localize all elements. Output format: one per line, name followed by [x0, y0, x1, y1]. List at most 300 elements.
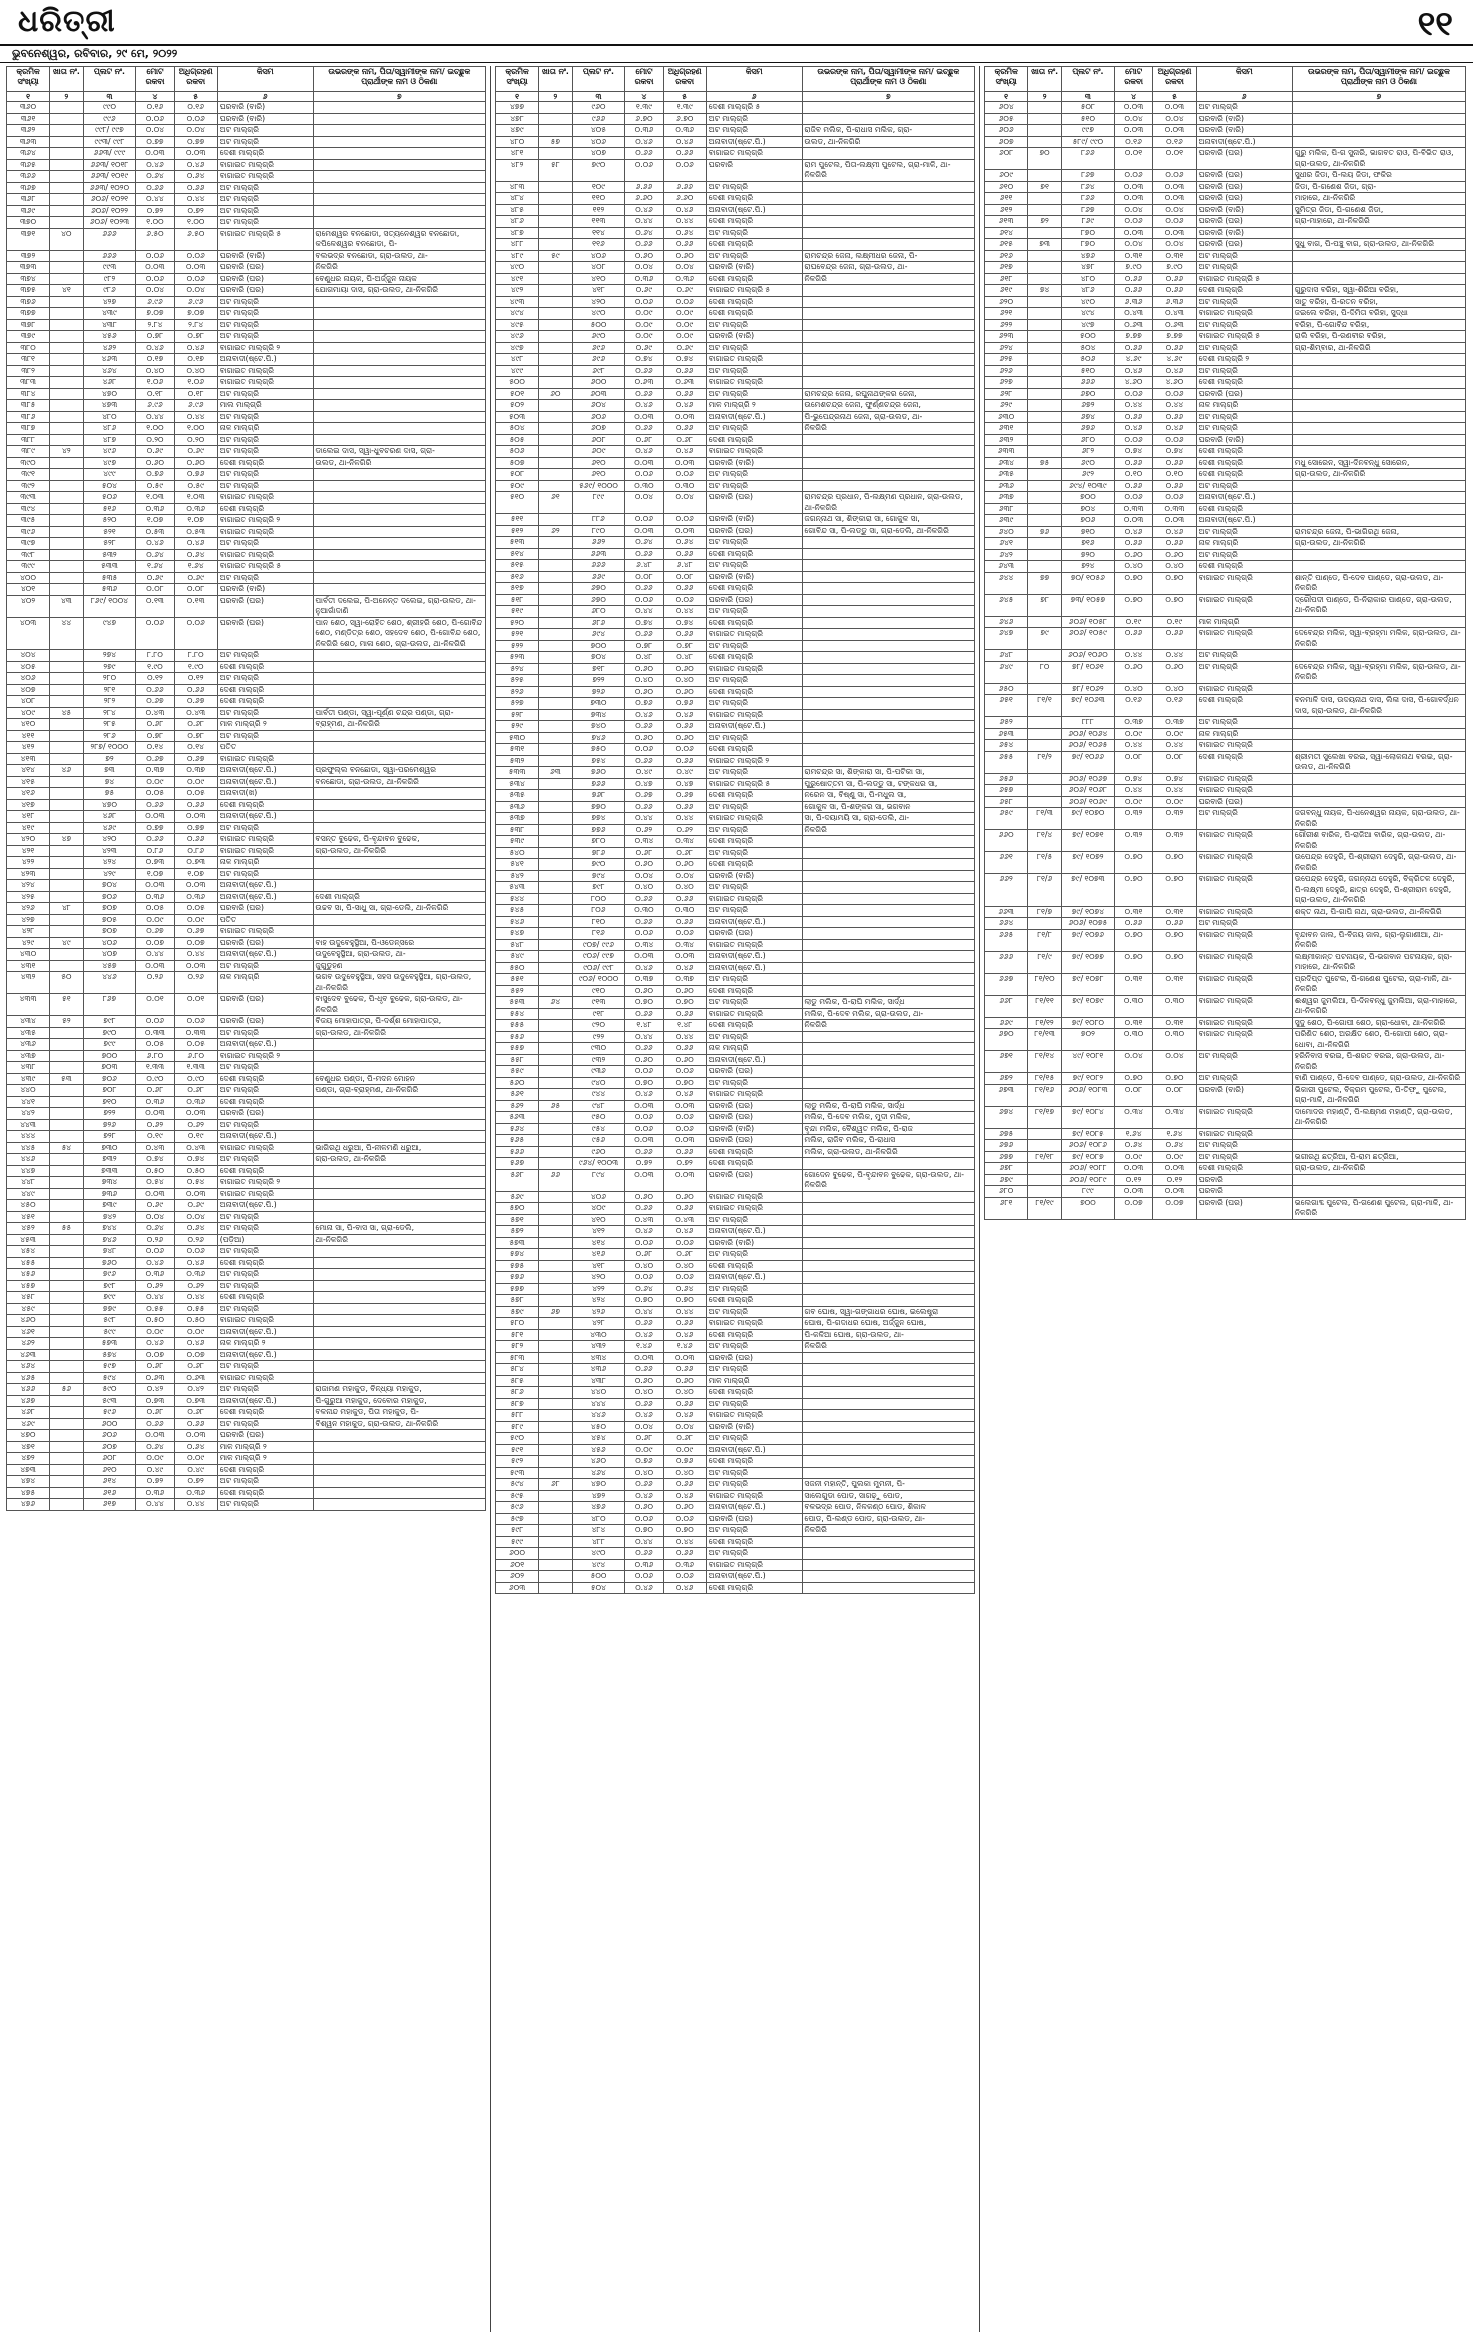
serial-cell: ୩୯୧ — [7, 469, 50, 481]
kisam-cell: ଅଟ ମାଲ୍‌ଗ୍ରି — [217, 1361, 313, 1373]
acquired-area-cell: ୭.୭୭ — [1153, 331, 1196, 343]
acquired-area-cell: ୦.୪୩ — [663, 1214, 706, 1226]
owner-cell — [1292, 683, 1465, 695]
owner-cell — [313, 1487, 485, 1499]
acquired-area-cell: ୦.୪୦ — [663, 1387, 706, 1399]
serial-cell: ୪୨୯ — [7, 937, 50, 949]
serial-cell: ୩୮୭ — [7, 423, 50, 435]
table-row — [7, 1165, 486, 1177]
table-row — [985, 1106, 1466, 1128]
kisam-cell: ଦେଶୀ ମାଲ୍‌ଗ୍ରି — [706, 296, 802, 308]
plot-cell: ୯୨୨ — [572, 1031, 625, 1043]
acquired-area-cell: ୦.୪୪ — [174, 194, 217, 206]
kisam-cell: ଅନାବାଦୀ(ଷ୍ଟେ.ପି.) — [706, 1272, 802, 1284]
total-area-cell: ୦.୪୦ — [1114, 683, 1152, 695]
table-row — [496, 1559, 975, 1571]
owner-cell — [802, 537, 974, 549]
owner-cell — [1292, 446, 1465, 458]
khata-cell — [1028, 446, 1062, 458]
table-row — [496, 997, 975, 1009]
khata-cell — [50, 388, 84, 400]
kisam-cell: ଅଟ ମାଲ୍‌ଗ୍ରି — [706, 905, 802, 917]
serial-cell: ୩୯୩ — [7, 492, 50, 504]
total-area-cell: ୦.୫୦ — [136, 1165, 174, 1177]
kisam-cell: ବାଗାଇତ ମାଲ୍‌ଗ୍ରି — [706, 1410, 802, 1422]
plot-cell: ୭୦୨ — [1061, 1029, 1114, 1051]
table-row — [496, 377, 975, 389]
owner-cell: ଗୁରୁ ମଲିକ, ପି-ଗ ସୁନାରି, ଭାଗବତ ରାଓ, ପି-ବିଭିତ ରାଓ, ଗ୍ରା-ଉଲଡ, ଥା-ନିଳଗିରି — [1292, 148, 1465, 170]
plot-cell: ୬୬୩/ ୧୦୧୮ — [83, 159, 136, 171]
owner-cell — [1292, 1186, 1465, 1198]
khata-cell — [50, 1441, 84, 1453]
total-area-cell: ୦.୦୩ — [136, 960, 174, 972]
table-row — [496, 1169, 975, 1191]
acquired-area-cell: ୦.୦୪ — [1153, 239, 1196, 251]
khata-cell — [50, 515, 84, 527]
acquired-area-cell: ୦.୬୬ — [663, 1548, 706, 1560]
total-area-cell: ୦.୦୬ — [625, 296, 663, 308]
total-area-cell: ୧.୦୦ — [136, 423, 174, 435]
serial-cell: ୫୩୧ — [496, 744, 539, 756]
owner-cell: ଲାଡୁ ମଲିକ, ପି-ରାଘି ମଲିକ, ସାର୍ଦ୍ଧ — [802, 1100, 974, 1112]
serial-cell: ୬୫୯ — [985, 808, 1028, 830]
kisam-cell: ଅନାବାଦୀ(ଷ୍ଟେ.ପି.) — [706, 962, 802, 974]
acquired-area-cell: ୦.୫୫ — [174, 1303, 217, 1315]
serial-cell: ୬୬୯ — [985, 1017, 1028, 1029]
table-row — [7, 1223, 486, 1235]
serial-cell: ୬୮୧ — [985, 1197, 1028, 1219]
plot-cell: ୪୨୯ — [83, 868, 136, 880]
table-row — [7, 1407, 486, 1419]
serial-cell: ୩୯୦ — [7, 457, 50, 469]
column-number: ୬ — [706, 92, 802, 102]
owner-cell — [313, 159, 485, 171]
total-area-cell: ୦.୭୪ — [625, 617, 663, 629]
owner-cell: ଦେବେନ୍ଦ୍ର ମଲିକ, ସ୍ୱା-ବ୍ରହ୍ମା ମଲିକ, ଗ୍ରା-ଉଲଡ, ଥା-ନିଳଗିରି — [1292, 661, 1465, 683]
acquired-area-cell: ୦.୨୦ — [174, 434, 217, 446]
table-row — [7, 1430, 486, 1442]
column-divider — [979, 66, 980, 2332]
land-record-table — [495, 66, 975, 1594]
kisam-cell: ଦେଶୀ ମାଲ୍‌ଗ୍ରି — [706, 239, 802, 251]
kisam-cell: ଅଟ ମାଲ୍‌ଗ୍ରି — [1196, 526, 1292, 538]
table-row — [7, 972, 486, 994]
plot-cell: ୬୮୦ — [1061, 434, 1114, 446]
kisam-cell: ଦେଶୀ ମାଲ୍‌ଗ୍ରି — [1196, 1163, 1292, 1175]
acquired-area-cell: ୦.୦୬ — [174, 250, 217, 262]
khata-cell — [539, 1008, 573, 1020]
serial-cell: ୪୫୧ — [7, 1211, 50, 1223]
owner-cell — [313, 742, 485, 754]
owner-cell: ବ୍ରାହ୍ମଣ, ଥା-ନିଳଗିରି — [313, 719, 485, 731]
plot-cell: ୪୨୪ — [83, 857, 136, 869]
acquired-area-cell: ୦.୭୬ — [663, 1456, 706, 1468]
total-area-cell: ୦.୦୫ — [136, 1039, 174, 1051]
kisam-cell: ଅଟ ମାଲ୍‌ଗ୍ରି — [1196, 1073, 1292, 1085]
total-area-cell: ୦.୬୬ — [625, 1318, 663, 1330]
acquired-area-cell: ୦.୦୭ — [174, 1349, 217, 1361]
owner-cell: ଭଲେଗାବ୍ଦ ପୁଟେଲ, ପି-ଗଣେଶ ପୁଟେଲ, ଗ୍ରା-ମାଳି, ଥା-ନିଳଗିରି — [1292, 1197, 1465, 1219]
acquired-area-cell: ୦.୦୪ — [174, 1211, 217, 1223]
table-row — [496, 698, 975, 710]
total-area-cell: ୦.୦୬ — [136, 617, 174, 650]
total-area-cell: ୦.୭୬ — [136, 469, 174, 481]
owner-cell — [802, 1031, 974, 1043]
khata-cell — [539, 148, 573, 160]
owner-cell — [802, 319, 974, 331]
acquired-area-cell: ୦.୦୪ — [663, 492, 706, 514]
acquired-area-cell: ୦.୪୨ — [174, 1384, 217, 1396]
khata-cell — [1028, 1163, 1062, 1175]
khata-cell — [539, 1536, 573, 1548]
acquired-area-cell: ୦.୩୦ — [663, 480, 706, 492]
table-row — [496, 514, 975, 526]
total-area-cell: ୦.୭୦ — [1114, 951, 1152, 973]
plot-cell: ୭୩୩ — [83, 1165, 136, 1177]
owner-cell — [1292, 113, 1465, 125]
acquired-area-cell: ୦.୭୦ — [1153, 874, 1196, 907]
table-row — [7, 1246, 486, 1258]
acquired-area-cell: ୦.୬୬ — [1153, 480, 1196, 492]
plot-cell: ୭୭୦ — [572, 801, 625, 813]
owner-cell — [802, 870, 974, 882]
kisam-cell: ଅଟ ମାଲ୍‌ଗ୍ରି — [706, 1364, 802, 1376]
serial-cell: ୪୪୨ — [7, 1108, 50, 1120]
owner-cell: ଦ୍ରୌପଦୀ ପାଣ୍ଡେ, ପି-ନିରାକାର ପାଣ୍ଡେ, ଗ୍ରା-ଉଲଡ, ଥା-ନିଳଗିରି — [1292, 594, 1465, 616]
khata-cell — [539, 365, 573, 377]
plot-cell: ୪୫୬ — [572, 1444, 625, 1456]
serial-cell: ୬୬୬ — [985, 951, 1028, 973]
serial-cell: ୬୪୬ — [985, 616, 1028, 628]
plot-cell: ୬୦୬/ ୧୦୨୧ — [83, 194, 136, 206]
owner-cell — [1292, 250, 1465, 262]
serial-cell: ୬୭୦ — [985, 1029, 1028, 1051]
acquired-area-cell: ୦.୪୦ — [663, 675, 706, 687]
khata-cell — [1028, 193, 1062, 205]
serial-cell: ୬୧୯ — [985, 285, 1028, 297]
acquired-area-cell: ୦.୬୬ — [663, 548, 706, 560]
owner-cell — [1292, 480, 1465, 492]
serial-cell: ୬୨୮ — [985, 388, 1028, 400]
plot-cell: ୯୬୬ — [572, 113, 625, 125]
acquired-area-cell: ୦.୩୬ — [663, 1559, 706, 1571]
acquired-area-cell: ୦.୩୧ — [1153, 250, 1196, 262]
khata-cell — [539, 514, 573, 526]
owner-cell — [313, 503, 485, 515]
total-area-cell: ୦.୬୬ — [625, 1203, 663, 1215]
serial-cell: ୫୮୦ — [496, 1318, 539, 1330]
plot-cell: ୭୦୩ — [83, 1062, 136, 1074]
total-area-cell: ୬.୬୬ — [625, 181, 663, 193]
plot-cell: ୯୯୮/ ୯୯୭ — [83, 125, 136, 137]
serial-cell: ୫୧୯ — [496, 606, 539, 618]
acquired-area-cell: ୦.୬୮ — [174, 1361, 217, 1373]
owner-cell — [802, 446, 974, 458]
kisam-cell: ଅନାବାଦୀ(ଷ୍ଟେ.ପି.) — [706, 721, 802, 733]
total-area-cell: ୦.୬୬ — [625, 1364, 663, 1376]
owner-cell — [313, 684, 485, 696]
serial-cell: ୬୫୦ — [985, 683, 1028, 695]
table-row — [496, 400, 975, 412]
kisam-cell: ମାଳ ମାଲ୍‌ଗ୍ରି — [706, 1375, 802, 1387]
table-row — [7, 673, 486, 685]
table-row — [985, 695, 1466, 717]
table-row — [7, 1234, 486, 1246]
total-area-cell: ୦.୦୪ — [1114, 113, 1152, 125]
khata-cell — [539, 1375, 573, 1387]
khata-cell: ୫୮ — [539, 159, 573, 181]
khata-cell — [539, 732, 573, 744]
kisam-cell: ଅନାବାଦୀ(ଷ୍ଟେ.ପି.) — [706, 1226, 802, 1238]
serial-cell: ୫୬୭ — [496, 1158, 539, 1170]
kisam-cell: ଅନାବାଦୀ(ଷ୍ଟେ.ପି.) — [217, 765, 313, 777]
kisam-cell: ବାଗାଇତ ମାଲ୍‌ଗ୍ରି — [217, 365, 313, 377]
owner-cell: ଜୁଗୁଡୁହଣ — [313, 960, 485, 972]
serial-cell: ୩୮୮ — [7, 434, 50, 446]
khata-cell — [50, 1464, 84, 1476]
serial-cell: ୫୦୦ — [496, 377, 539, 389]
serial-cell: ୫୭୭ — [496, 1283, 539, 1295]
kisam-cell: ବାଗାଇତ ମାଲ୍‌ଗ୍ରି — [1196, 906, 1292, 918]
plot-cell: ୫୯୮ — [83, 1315, 136, 1327]
serial-cell: ୪୨୮ — [7, 926, 50, 938]
owner-cell: ଗ୍ରା-ଉଲଡ, ଥା-ନିଳଗିରି — [1292, 1163, 1465, 1175]
owner-cell: ଗୌରୀଶ ବାରିକ, ପି-ରାଜିଆ ବାରିକ, ଗ୍ରା-ଉଲଡ, ଥା-ନିଳଗିରି — [1292, 830, 1465, 852]
kisam-cell: ଦେଶୀ ମାଲ୍‌ଗ୍ରି — [1196, 285, 1292, 297]
kisam-cell: ଅଟ ମାଲ୍‌ଗ୍ରି — [217, 125, 313, 137]
owner-cell — [802, 1077, 974, 1089]
khata-cell — [50, 1361, 84, 1373]
owner-cell — [313, 799, 485, 811]
total-area-cell: ୦.୬୬ — [625, 548, 663, 560]
serial-cell: ୩୬୦ — [7, 102, 50, 114]
kisam-cell: ବାଗାଇତ ମାଲ୍‌ଗ୍ରି — [217, 845, 313, 857]
total-area-cell: ୦.୬୦ — [625, 250, 663, 262]
acquired-area-cell: ୦.୪୬ — [1153, 526, 1196, 538]
serial-cell: ୫୮୪ — [496, 1364, 539, 1376]
serial-cell: ୩୬୫ — [7, 159, 50, 171]
kisam-cell: ମାଳ ମାଲ୍‌ଗ୍ରି ୨ — [706, 400, 802, 412]
khata-cell — [50, 572, 84, 584]
kisam-cell: ବାଗାଇତ ମାଲ୍‌ଗ୍ରି — [217, 926, 313, 938]
acquired-area-cell: ୦.୬୦ — [663, 686, 706, 698]
kisam-cell: ଅଟ ମାଲ୍‌ଗ୍ରି — [217, 308, 313, 320]
total-area-cell: ୦.୦୪ — [136, 285, 174, 297]
total-area-cell: ୦.୮୬ — [136, 845, 174, 857]
kisam-cell: ବାଗାଇତ ମାଲ୍‌ଗ୍ରି — [217, 549, 313, 561]
total-area-cell: ୦.୬୬ — [1114, 342, 1152, 354]
acquired-area-cell: ୦.୭୬ — [663, 698, 706, 710]
total-area-cell: ୦.୬୦ — [625, 686, 663, 698]
plot-cell: ୪୯/ ୧୦୮୧ — [1061, 1051, 1114, 1073]
khata-cell: ୭୦ — [1028, 148, 1062, 170]
khata-cell — [50, 673, 84, 685]
owner-cell — [802, 640, 974, 652]
serial-cell: ୩୬୭ — [7, 182, 50, 194]
plot-cell: ୭୯/ ୧୦୭୩ — [1061, 874, 1114, 907]
owner-cell — [313, 423, 485, 435]
column-header: ଅଧିଗ୍ରହଣ ରକବା — [663, 67, 706, 92]
table-row — [496, 1089, 975, 1101]
total-area-cell: ୦.୬୪ — [625, 227, 663, 239]
acquired-area-cell: ୧.୦୦ — [174, 423, 217, 435]
plot-cell: ୫୨୮ — [83, 538, 136, 550]
owner-cell — [802, 204, 974, 216]
plot-cell: ୧୧୪ — [572, 227, 625, 239]
serial-cell: ୫୫୭ — [496, 1043, 539, 1055]
kisam-cell: ଅଟ ମାଲ୍‌ଗ୍ରି — [706, 882, 802, 894]
kisam-cell: ଦେଶୀ ମାଲ୍‌ଗ୍ରି — [217, 1464, 313, 1476]
acquired-area-cell: ୦.୩୭ — [174, 765, 217, 777]
serial-cell: ୫୦୧ — [496, 388, 539, 400]
owner-cell: ପୋଡ, ପି-ଲଣ୍ଡ ପୋଡ, ଗ୍ରା-ଉଲଡ, ଥା- — [802, 1513, 974, 1525]
khata-cell — [539, 1123, 573, 1135]
kisam-cell: ଅଟ ମାଲ୍‌ଗ୍ରି — [217, 1085, 313, 1097]
khata-cell — [539, 239, 573, 251]
plot-cell: ୭୯/ ୧୦୮୪ — [1061, 1106, 1114, 1128]
khata-cell — [539, 755, 573, 767]
table-row — [7, 1418, 486, 1430]
column-header: କ୍ରମିକ ସଂଖ୍ୟା — [496, 67, 539, 92]
khata-cell — [539, 617, 573, 629]
total-area-cell: ୦.୪୮ — [625, 652, 663, 664]
owner-cell: ରାମଚନ୍ଦ୍ର ଜେନା, ଲକ୍ଷ୍ମୀଧର ଜେନା, ପି- — [802, 250, 974, 262]
serial-cell: ୫୮୭ — [496, 1398, 539, 1410]
table-row — [985, 469, 1466, 481]
plot-cell: ୭୯୦ — [83, 1027, 136, 1039]
khata-cell — [50, 788, 84, 800]
total-area-cell: ୦.୩୦ — [625, 905, 663, 917]
owner-cell — [313, 1372, 485, 1384]
acquired-area-cell: ୦.୬୬ — [663, 721, 706, 733]
kisam-cell: ଦେଶୀ ମାଲ୍‌ଗ୍ରି — [217, 1257, 313, 1269]
total-area-cell: ୦.୦୩ — [625, 1352, 663, 1364]
khata-cell: ୮୧/୧୫ — [1028, 1073, 1062, 1085]
table-row — [985, 717, 1466, 729]
plot-cell: ୫୬୯/ ୧୦୦୦ — [572, 480, 625, 492]
total-area-cell: ୦.୦୬ — [625, 1066, 663, 1078]
khata-cell — [539, 675, 573, 687]
khata-cell — [1028, 549, 1062, 561]
khata-cell: ୮୧/୧୨ — [1028, 1017, 1062, 1029]
serial-cell: ୫୪୮ — [496, 939, 539, 951]
owner-cell — [313, 1476, 485, 1488]
table-row — [7, 354, 486, 366]
table-row — [7, 1326, 486, 1338]
plot-cell: ୬୭୬ — [1061, 423, 1114, 435]
header-row — [496, 67, 975, 92]
khata-cell — [50, 1407, 84, 1419]
total-area-cell: ୦.୭୦ — [625, 997, 663, 1009]
acquired-area-cell: ୦.୬୪ — [174, 1441, 217, 1453]
owner-cell — [313, 1499, 485, 1511]
plot-cell: ୭୮/ ୧୦୬୨ — [1061, 683, 1114, 695]
table-row — [7, 1050, 486, 1062]
owner-cell: ଯୋଗମାୟା ଦାସ, ଗ୍ରା-ଉଲଡ, ଥା-ନିଳଗିରି — [313, 285, 485, 297]
serial-cell: ୫୨୧ — [496, 629, 539, 641]
plot-cell: ୫୦୦ — [1061, 331, 1114, 343]
owner-cell — [1292, 273, 1465, 285]
acquired-area-cell: ୦.୩୧ — [1153, 973, 1196, 995]
total-area-cell: ୦.୭୮ — [136, 331, 174, 343]
total-area-cell: ୦.୧୨ — [1114, 1174, 1152, 1186]
plot-cell: ୯୯୩/ ୯୯୮ — [83, 136, 136, 148]
table-row — [496, 1513, 975, 1525]
serial-cell: ୬୧୮ — [985, 273, 1028, 285]
plot-cell: ୮୭୦ — [1061, 239, 1114, 251]
khata-cell — [539, 1158, 573, 1170]
table-row — [7, 1487, 486, 1499]
kisam-cell: ଅଟ ମାଲ୍‌ଗ୍ରି — [706, 1467, 802, 1479]
khata-cell — [1028, 616, 1062, 628]
khata-cell — [539, 571, 573, 583]
serial-cell: ୬୪୧ — [985, 538, 1028, 550]
kisam-cell: ଅଟ ମାଲ୍‌ଗ୍ରି — [706, 1341, 802, 1353]
total-area-cell: ୦.୭୩ — [136, 1395, 174, 1407]
khata-cell — [50, 182, 84, 194]
khata-cell — [539, 939, 573, 951]
acquired-area-cell: ୧.୦୩ — [174, 492, 217, 504]
acquired-area-cell: ୦.୦୪ — [1153, 204, 1196, 216]
plot-cell: ୬୬୯ — [572, 571, 625, 583]
serial-cell: ୫୫୯ — [496, 1066, 539, 1078]
kisam-cell: ଅଟ ମାଲ୍‌ଗ୍ରି — [217, 1062, 313, 1074]
plot-cell: ୭୦୦ — [1061, 1197, 1114, 1219]
serial-cell: ୪୬୯ — [7, 1418, 50, 1430]
acquired-area-cell: ୦.୬୮ — [174, 1085, 217, 1097]
acquired-area-cell: ୦.୬୮ — [663, 1249, 706, 1261]
acquired-area-cell: ୦.୭୦ — [1153, 1073, 1196, 1085]
owner-cell — [313, 1280, 485, 1292]
khata-cell — [539, 824, 573, 836]
total-area-cell: ୦.୦୪ — [625, 492, 663, 514]
khata-cell — [50, 891, 84, 903]
khata-cell: ୮୧/୯ — [1028, 951, 1062, 973]
acquired-area-cell: ୦.୪୪ — [663, 1536, 706, 1548]
kisam-cell: ଅଟ ମାଲ୍‌ଗ୍ରି — [217, 469, 313, 481]
column-header: କିସମ — [706, 67, 802, 92]
khata-cell — [50, 308, 84, 320]
khata-cell — [1028, 717, 1062, 729]
kisam-cell: ବାଗାଇତ ମାଲ୍‌ଗ୍ରି — [1196, 740, 1292, 752]
plot-cell: ୭୯/ ୧୦୮୭ — [1061, 1151, 1114, 1163]
table-row — [985, 285, 1466, 297]
table-row — [985, 331, 1466, 343]
serial-cell: ୪୭୯ — [496, 125, 539, 137]
serial-cell: ୪୦୦ — [7, 572, 50, 584]
khata-cell: ୭୯ — [1028, 628, 1062, 650]
owner-cell — [313, 1246, 485, 1258]
column-header: ଉଭରଙ୍କ ନାମ, ପିତା/ସ୍ୱାମୀଙ୍କ ନାମ/ ଇଚ୍ଛୁକ ପ୍ରାର୍ଥୀଙ୍କ ନାମ ଓ ଠିକଣା — [802, 67, 974, 92]
serial-cell: ୬୦୮ — [985, 148, 1028, 170]
serial-cell: ୩୯୬ — [7, 526, 50, 538]
table-row — [985, 526, 1466, 538]
serial-cell: ୪୮୦ — [496, 136, 539, 148]
acquired-area-cell: ୦.୭୦ — [663, 997, 706, 1009]
column-number: ୧ — [985, 92, 1028, 102]
table-row — [985, 661, 1466, 683]
serial-cell: ୪୨୫ — [7, 891, 50, 903]
kisam-cell: ଅଟ ମାଲ୍‌ଗ୍ରି — [1196, 250, 1292, 262]
plot-cell: ୬୮୨ — [1061, 446, 1114, 458]
kisam-cell: ବାଗାଇତ ମାଲ୍‌ଗ୍ରି — [217, 834, 313, 846]
owner-cell — [1292, 423, 1465, 435]
owner-cell: ପି-ଗୁରୁଆ ମହାକୁଡ, ଦେବୋର ମହାକୁଡ, — [313, 1395, 485, 1407]
serial-cell: ୩୮୩ — [7, 377, 50, 389]
masthead — [0, 0, 1473, 58]
khata-cell — [539, 1364, 573, 1376]
total-area-cell: ୦.୩୬ — [136, 503, 174, 515]
